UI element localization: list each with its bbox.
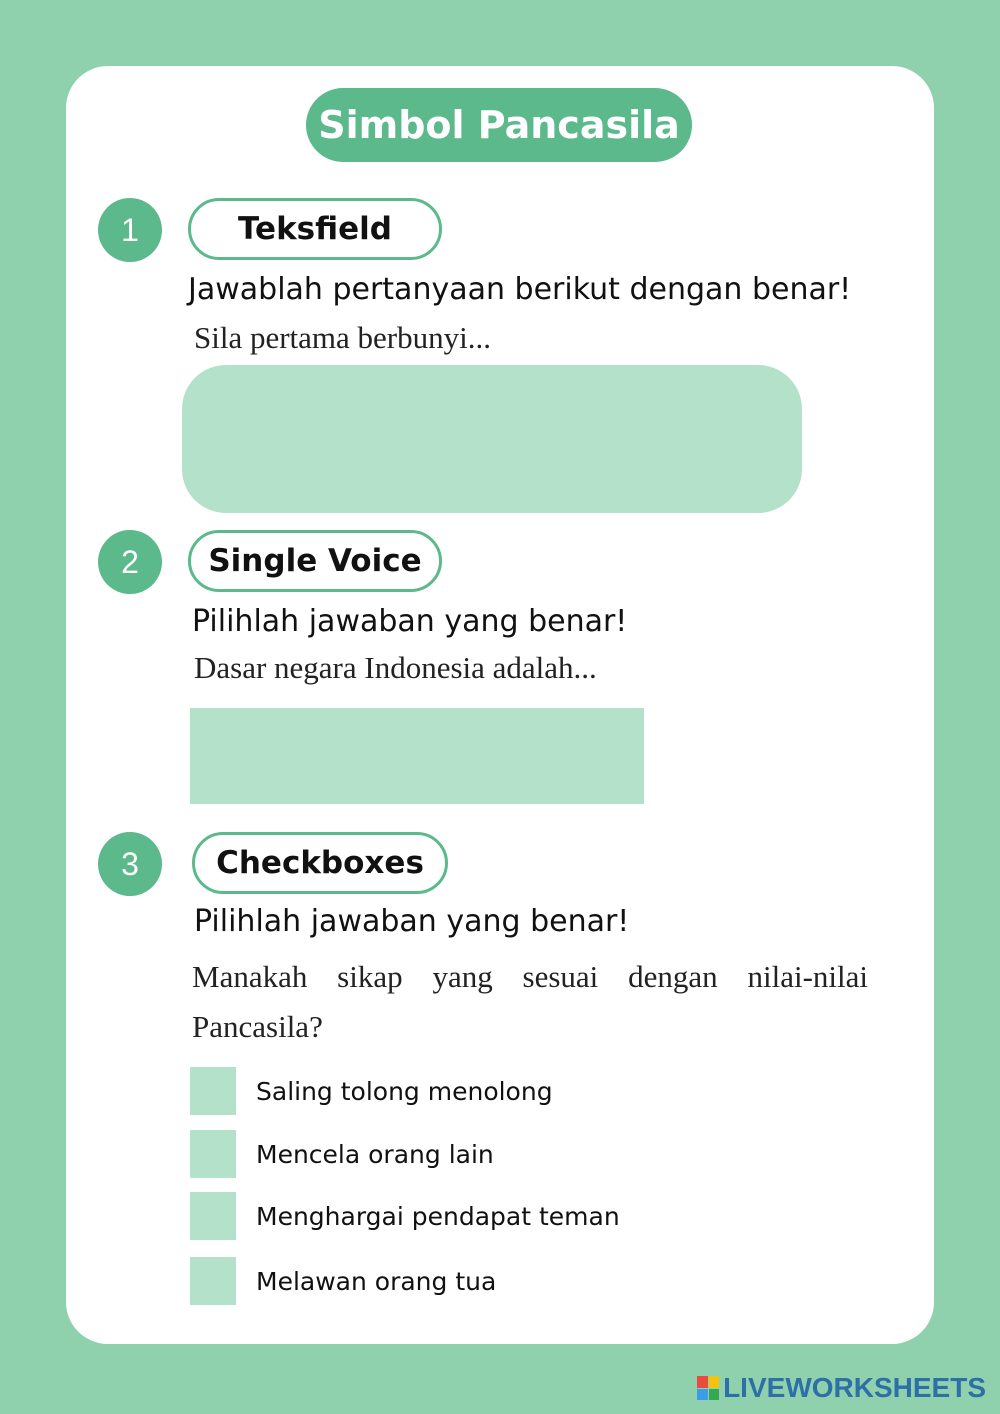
checkbox-option-2[interactable] [190,1129,494,1179]
section-1-label: Teksfield [188,198,442,260]
section-1-answer-textfield[interactable] [182,365,802,513]
page-title: Simbol Pancasila [306,88,692,162]
checkbox-label: Saling tolong menolong [256,1076,553,1106]
checkbox-option-4[interactable] [190,1256,496,1306]
section-3-instruction: Pilihlah jawaban yang benar! [194,904,630,939]
checkbox[interactable] [190,1257,236,1305]
section-1-question: Sila pertama berbunyi... [194,320,491,355]
checkbox[interactable] [190,1130,236,1178]
section-3-number-badge: 3 [98,832,162,896]
checkbox-option-1[interactable] [190,1066,553,1116]
section-2-voice-answer-box[interactable] [190,708,644,804]
checkbox-label: Menghargai pendapat teman [256,1201,620,1231]
checkbox-option-3[interactable] [190,1191,620,1241]
checkbox-label: Mencela orang lain [256,1139,494,1169]
section-3-label: Checkboxes [192,832,448,894]
liveworksheets-brand [697,1372,986,1404]
checkbox-label: Melawan orang tua [256,1266,497,1296]
section-2-label: Single Voice [188,530,442,592]
checkbox[interactable] [190,1067,236,1115]
section-2-instruction: Pilihlah jawaban yang benar! [192,604,628,639]
brand-text: LIVEWORKSHEETS [723,1372,986,1403]
section-2-question: Dasar negara Indonesia adalah... [194,650,597,685]
liveworksheets-logo-icon [697,1376,719,1400]
section-2-number-badge: 2 [98,530,162,594]
checkbox[interactable] [190,1192,236,1240]
section-1-instruction: Jawablah pertanyaan berikut dengan benar! [188,272,852,307]
section-1-number-badge: 1 [98,198,162,262]
section-3-question: Manakah sikap yang sesuai dengan nilai-nilai Pancasila? [192,959,868,1044]
